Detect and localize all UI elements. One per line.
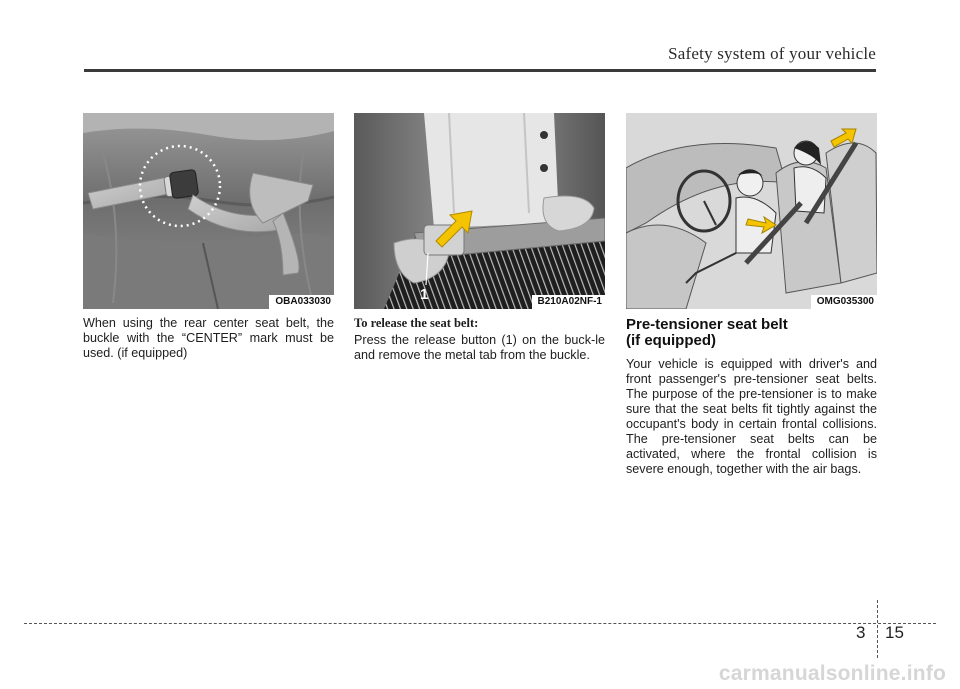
page-header-title: Safety system of your vehicle — [668, 44, 876, 63]
figure-code-label: OBA033030 — [269, 295, 334, 309]
figure-pre-tensioner — [626, 113, 877, 309]
callout-number: 1 — [420, 286, 429, 303]
pre-tensioner-heading-line2: (if equipped) — [626, 332, 716, 349]
figure-rear-center-buckle — [83, 113, 334, 309]
column-pre-tensioner — [626, 113, 877, 477]
figure-release-button — [354, 113, 605, 309]
figure-code-label: B210A02NF-1 — [532, 295, 605, 309]
release-belt-paragraph: Press the release button (1) on the buck-le and remove the metal tab from the buckle. — [354, 333, 605, 362]
pre-tensioner-paragraph: Your vehicle is equipped with driver's and front passenger's pre-tensioner seat belts. The purpose of the pre-tensioner is to make sure that the seat belts fit tightly against the occupant's body in certain frontal collisions. The pre-tensioner seat belts can be activated, where the frontal collision is severe enough, together with the air bags. — [626, 357, 877, 476]
footer-rule — [24, 623, 936, 624]
pre-tensioner-heading — [626, 317, 877, 349]
footer-divider — [877, 600, 878, 658]
header-rule — [84, 69, 876, 72]
pre-tensioner-heading-line1: Pre-tensioner seat belt — [626, 316, 788, 333]
rear-center-belt-paragraph: When using the rear center seat belt, the buckle with the “CENTER” mark must be used. (if equipped) — [83, 316, 334, 360]
release-belt-subheading: To release the seat belt: — [354, 316, 479, 330]
chapter-number: 3 — [856, 623, 866, 642]
figure-code-label: OMG035300 — [811, 295, 877, 309]
column-rear-center-belt — [83, 113, 334, 361]
rear-seat-belt-illustration — [83, 113, 334, 309]
release-buckle-illustration — [354, 113, 605, 309]
watermark-text: carmanualsonline.info — [718, 662, 946, 685]
page-number: 15 — [885, 623, 904, 642]
pre-tensioner-illustration — [626, 113, 877, 309]
column-release-belt — [354, 113, 605, 363]
